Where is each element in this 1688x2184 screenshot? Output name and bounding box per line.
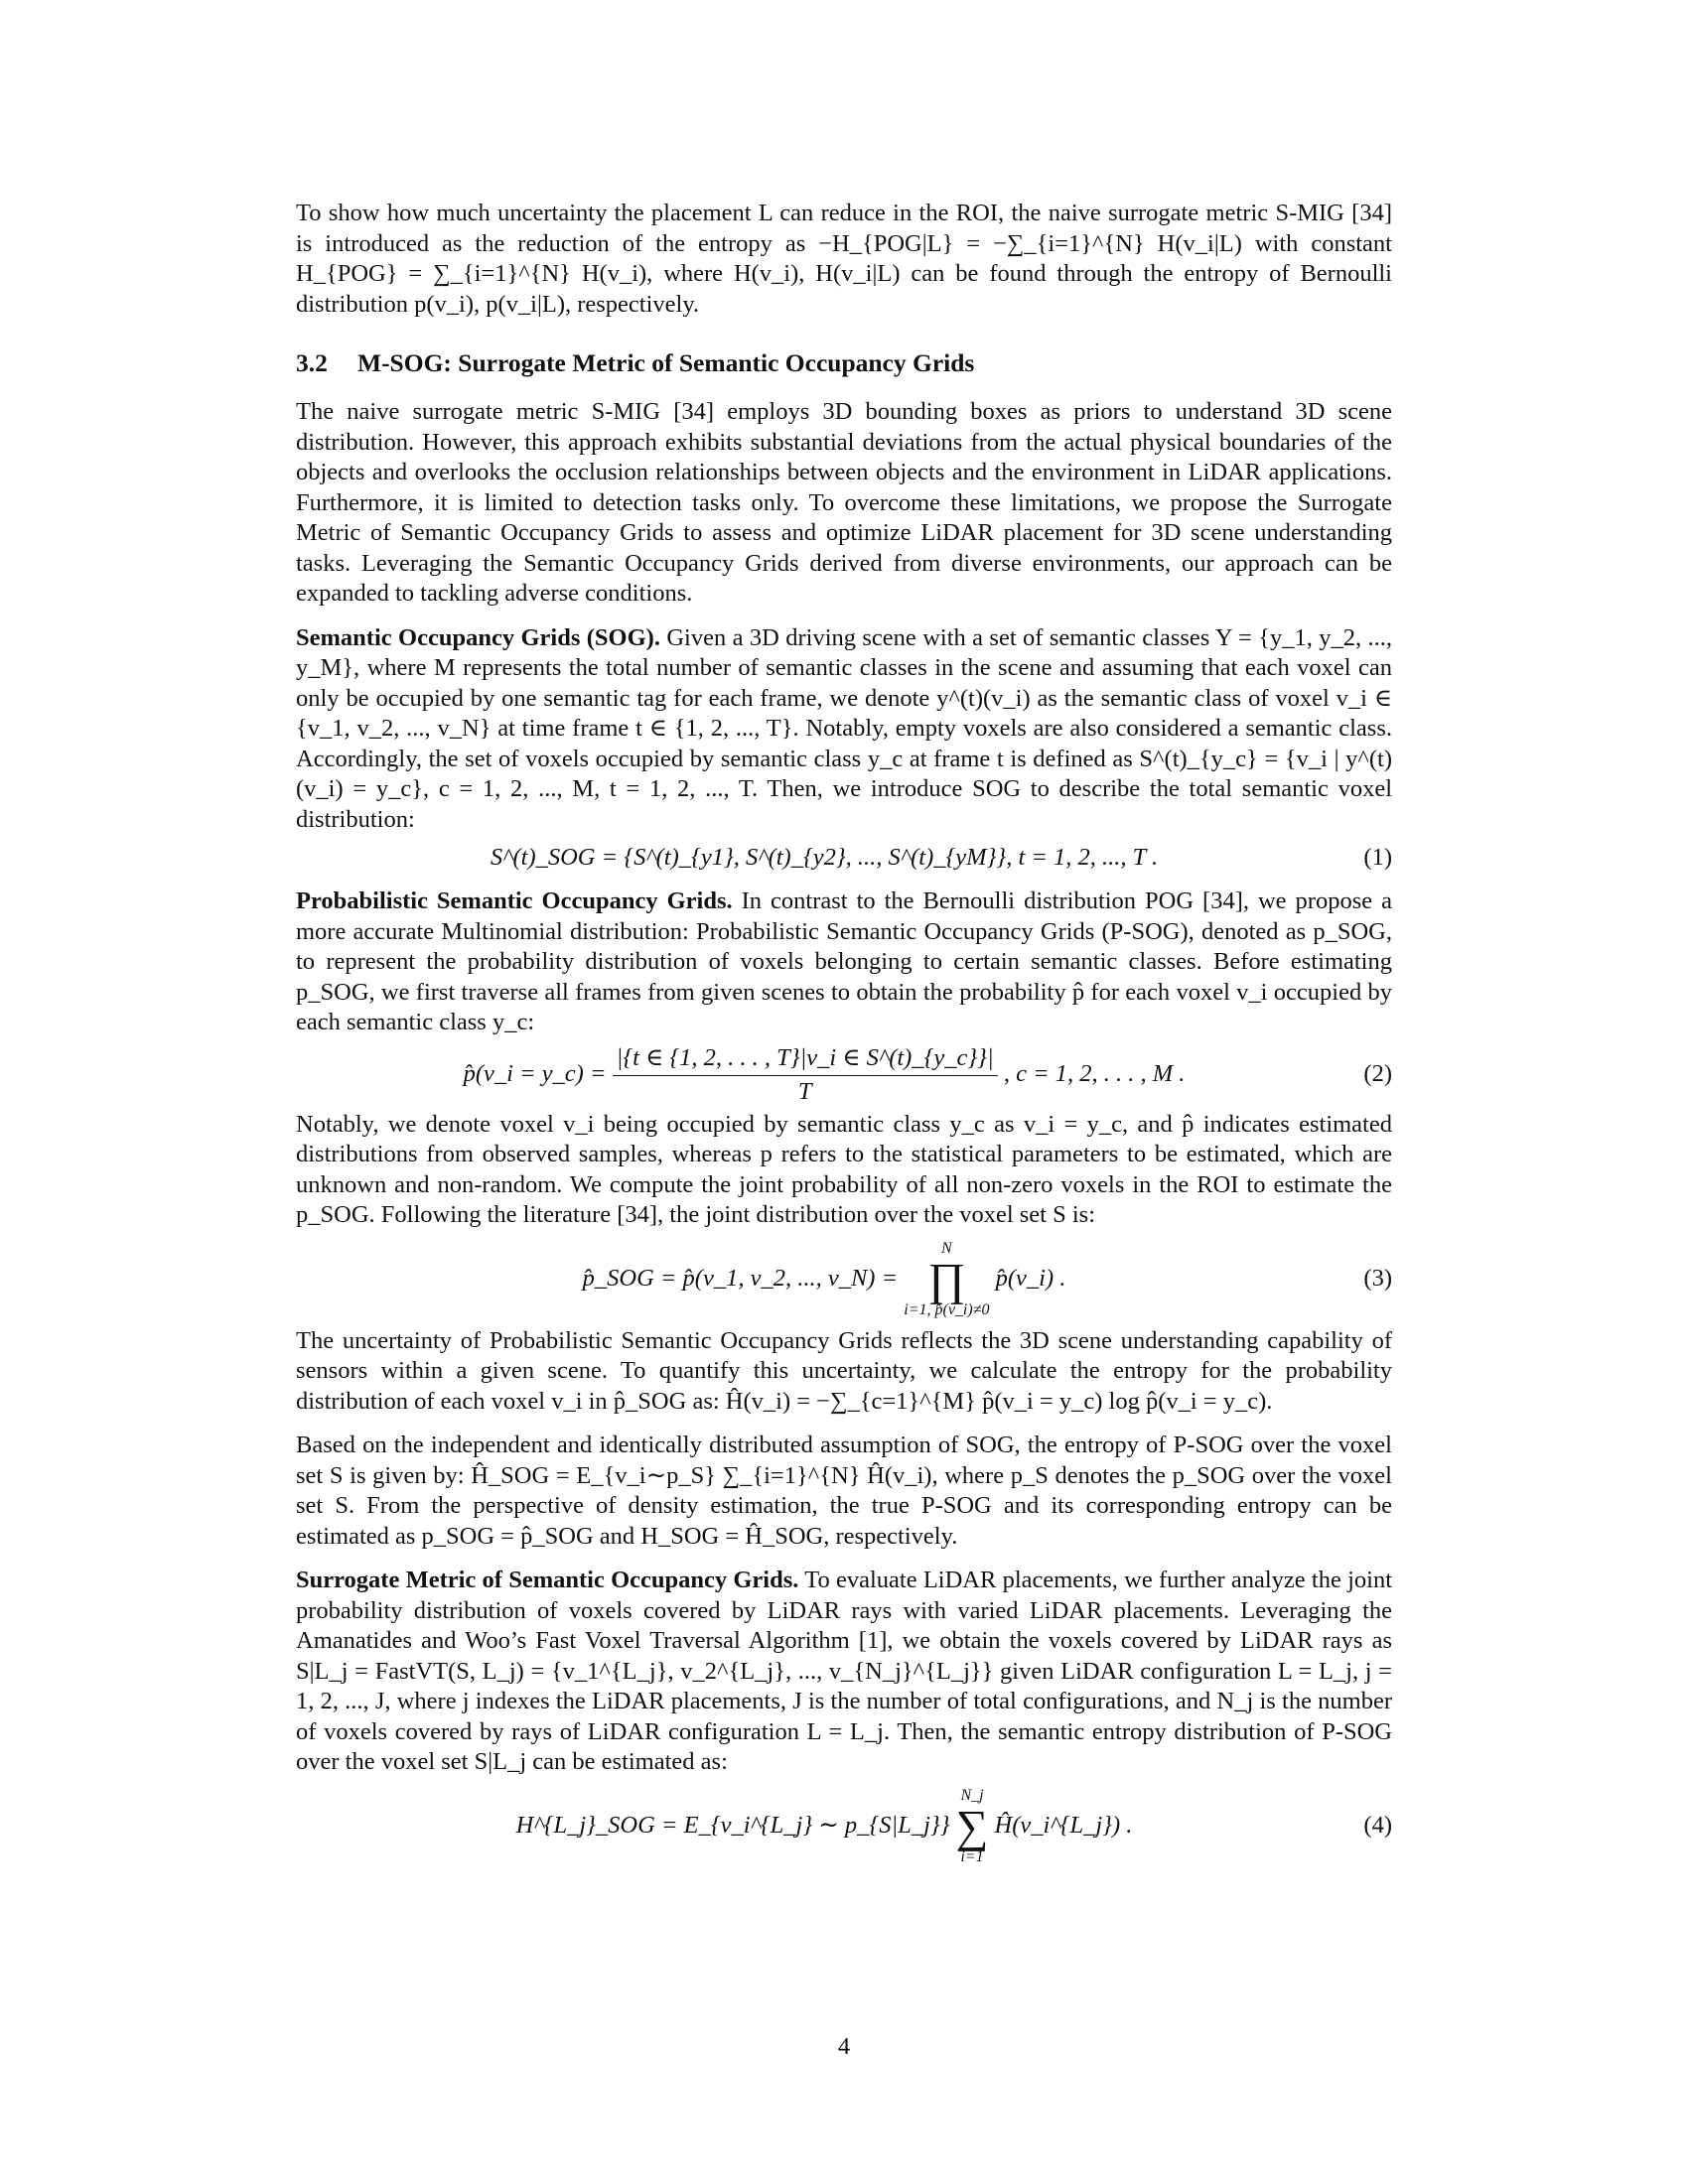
- sog-paragraph: [296, 623, 1392, 836]
- equation-2-rhs: , c = 1, 2, . . . , M .: [1003, 1059, 1186, 1087]
- equation-4-rhs: Ĥ(v_i^{L_j}) .: [994, 1811, 1133, 1839]
- equation-2-denominator: T: [797, 1078, 812, 1106]
- equation-3: [296, 1231, 1392, 1326]
- msog-paragraph: [296, 1566, 1392, 1778]
- equation-1-number: (1): [1363, 844, 1392, 871]
- sog-lead: Semantic Occupancy Grids (SOG).: [296, 623, 660, 651]
- equation-4: [296, 1778, 1392, 1873]
- equation-3-lhs: p̂_SOG = p̂(v_1, v_2, ..., v_N) =: [582, 1264, 899, 1292]
- sog-text: Given a 3D driving scene with a set of semantic classes Y = {y_1, y_2, ..., y_M}, where M represents the total number of semantic classes in the scene and assuming that each voxel can only be occupied by one semantic tag for each frame, we denote y^(t)(v_i) as the semantic class of voxel v_i ∈ {v_1, v_2, ..., v_N} at time frame t ∈ {1, 2, ..., T}. Notably, empty voxels are also considered a semantic class. Accordingly, the set of voxels occupied by semantic class y_c at frame t is defined as S^(t)_{y_c} = {v_i | y^(t)(v_i) = y_c}, c = 1, 2, ..., M, t = 1, 2, ..., T. Then, we introduce SOG to describe the total semantic voxel distribution:: [296, 623, 1393, 833]
- notably-paragraph: Notably, we denote voxel v_i being occupied by semantic class y_c as v_i = y_c, and p̂ indicates estimated distributions from observed samples, whereas p refers to the statistical parameters to be estimated, which are unknown and non-random. We compute the joint probability of all non-zero voxels in the ROI to estimate the p_SOG. Following the literature [34], the joint distribution over the voxel set S is:: [296, 1110, 1392, 1228]
- paper-page: [296, 199, 1392, 1873]
- sum-operator: [956, 1787, 989, 1866]
- equation-2-lhs: p̂(v_i = y_c) =: [463, 1059, 607, 1087]
- intro-paragraph: To show how much uncertainty the placement L can reduce in the ROI, the naive surrogate metric S-MIG [34] is introduced as the reduction of the entropy as −H_{POG|L} = −∑_{i=1}^{N} H(v_i|L) with constant H_{POG} = ∑_{i=1}^{N} H(v_i), where H(v_i), H(v_i|L) can be found through the entropy of Bernoulli distribution p(v_i), p(v_i|L), respectively.: [296, 200, 1392, 318]
- product-operator: [904, 1240, 989, 1319]
- equation-1: [296, 835, 1392, 881]
- equation-4-op: ∑: [955, 1800, 989, 1851]
- equation-1-body: S^(t)_SOG = {S^(t)_{y1}, S^(t)_{y2}, ..., S^(t)_{yM}}, t = 1, 2, ..., T .: [490, 844, 1159, 871]
- equation-2-fraction: [613, 1041, 998, 1108]
- equation-3-number: (3): [1363, 1264, 1392, 1292]
- equation-4-number: (4): [1363, 1811, 1392, 1839]
- msog-lead: Surrogate Metric of Semantic Occupancy Grids.: [296, 1567, 799, 1593]
- msog-text: To evaluate LiDAR placements, we further analyze the joint probability distribution of voxels covered by LiDAR rays with varied LiDAR placements. Leveraging the Amanatides and Woo’s Fast Voxel Traversal Algorithm [1], we obtain the voxels covered by LiDAR rays as S|L_j = FastVT(S, L_j) = {v_1^{L_j}, v_2^{L_j}, ..., v_{N_j}^{L_j}} given LiDAR configuration L = L_j, j = 1, 2, ..., J, where j indexes the LiDAR placements, J is the number of total configurations, and N_j is the number of voxels covered by rays of LiDAR configuration L = L_j. Then, the semantic entropy distribution of P-SOG over the voxel set S|L_j can be estimated as:: [296, 1567, 1393, 1775]
- equation-3-op: ∏: [927, 1253, 966, 1304]
- section-paragraph: The naive surrogate metric S-MIG [34] employs 3D bounding boxes as priors to understand 3D scene distribution. However, this approach exhibits substantial deviations from the actual physical boundaries of the objects and overlooks the occlusion relationships between objects and the environment in LiDAR applications. Furthermore, it is limited to detection tasks only. To overcome these limitations, we propose the Surrogate Metric of Semantic Occupancy Grids to assess and optimize LiDAR placement for 3D scene understanding tasks. Leveraging the Semantic Occupancy Grids derived from diverse environments, our approach can be expanded to tackling adverse conditions.: [296, 398, 1392, 607]
- uncertainty-paragraph: The uncertainty of Probabilistic Semantic Occupancy Grids reflects the 3D scene understanding capability of sensors within a given scene. To quantify this uncertainty, we calculate the entropy for the probability distribution of each voxel v_i in p̂_SOG as: Ĥ(v_i) = −∑_{c=1}^{M} p̂(v_i = y_c) log p̂(v_i = y_c).: [296, 1326, 1392, 1415]
- psog-text: In contrast to the Bernoulli distribution POG [34], we propose a more accurate Multinomial distribution: Probabilistic Semantic Occupancy Grids (P-SOG), denoted as p_SOG, to represent the probability distribution of voxels belonging to certain semantic classes. Before estimating p_SOG, we first traverse all frames from given scenes to obtain the probability p̂ for each voxel v_i occupied by each semantic class y_c:: [296, 887, 1392, 1035]
- equation-2-number: (2): [1363, 1059, 1392, 1087]
- equation-2-numerator: |{t ∈ {1, 2, . . . , T}|v_i ∈ S^(t)_{y_c}}|: [613, 1041, 998, 1076]
- section-title: M-SOG: Surrogate Metric of Semantic Occupancy Grids: [357, 348, 975, 377]
- psog-lead: Probabilistic Semantic Occupancy Grids.: [296, 887, 733, 914]
- section-number: 3.2: [296, 348, 328, 377]
- page-number: 4: [837, 2033, 851, 2060]
- equation-4-lhs: H^{L_j}_SOG = E_{v_i^{L_j} ∼ p_{S|L_j}}: [515, 1811, 950, 1839]
- equation-3-lower: i=1, p̂(v_i)≠0: [904, 1300, 990, 1318]
- equation-2: [296, 1038, 1392, 1110]
- equation-4-lower: i=1: [960, 1847, 984, 1865]
- section-heading: [296, 347, 1392, 379]
- psog-paragraph: [296, 887, 1392, 1038]
- equation-3-upper: N: [941, 1239, 952, 1257]
- equation-4-upper: N_j: [960, 1786, 984, 1804]
- equation-3-rhs: p̂(v_i) .: [995, 1264, 1066, 1292]
- iid-paragraph: Based on the independent and identically distributed assumption of SOG, the entropy of P-SOG over the voxel set S is given by: Ĥ_SOG = E_{v_i∼p_S} ∑_{i=1}^{N} Ĥ(v_i), where p_S denotes the p_SOG over the voxel set S. From the perspective of density estimation, the true P-SOG and its corresponding entropy can be estimated as p_SOG = p̂_SOG and H_SOG = Ĥ_SOG, respectively.: [296, 1432, 1392, 1550]
